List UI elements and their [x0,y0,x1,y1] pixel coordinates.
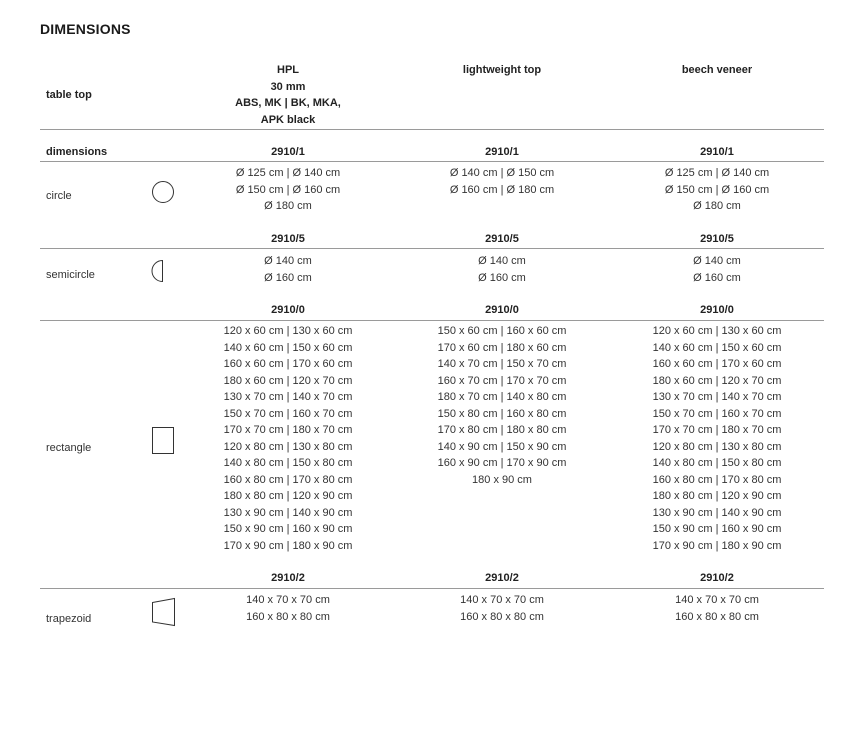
rectangle-icon [151,426,175,456]
size-item: Ø 160 cm [478,271,526,284]
shape-label-trapezoid: trapezoid [46,613,92,625]
semicircle-icon [151,259,167,283]
size-item: Ø 125 cm | Ø 140 cm [235,167,341,179]
header-line: 30 mm [270,80,306,93]
size-item: Ø 180 cm [693,200,741,212]
size-item: 170 x 90 cm | 180 x 90 cm [223,539,353,552]
size-item: 130 x 90 cm | 140 x 90 cm [223,506,353,519]
column-header-hpl [178,62,398,128]
size-item: 150 x 70 cm | 160 x 70 cm [223,407,353,420]
size-item: Ø 150 cm | Ø 160 cm [664,183,770,196]
size-list [392,165,612,198]
size-list [607,592,827,625]
size-item: 140 x 80 cm | 150 x 80 cm [652,457,782,469]
header-line: beech veneer [681,64,753,76]
size-item: 160 x 80 x 80 cm [460,610,544,623]
column-header-beech [607,62,827,79]
size-list [607,323,827,554]
size-list [392,323,612,488]
size-list [607,253,827,286]
size-item: 170 x 70 cm | 180 x 70 cm [652,424,782,436]
shape-label-rectangle: rectangle [46,442,92,454]
article-code: 2910/0 [700,304,734,316]
header-line: HPL [277,64,299,76]
size-item: 150 x 80 cm | 160 x 80 cm [437,407,567,420]
table-top-label: table top [46,89,92,101]
trapezoid-icon [151,597,177,628]
article-code: 2910/0 [271,304,305,316]
size-item: 140 x 90 cm | 150 x 90 cm [437,440,567,453]
size-item: 150 x 90 cm | 160 x 90 cm [223,523,353,535]
size-item: 160 x 80 cm | 170 x 80 cm [223,473,353,486]
divider [40,161,824,162]
size-item: 130 x 70 cm | 140 x 70 cm [652,391,782,403]
article-code: 2910/1 [485,146,519,158]
size-item: 180 x 70 cm | 140 x 80 cm [437,391,567,403]
divider [40,588,824,589]
article-code: 2910/2 [700,572,734,584]
dimensions-label: dimensions [46,146,108,158]
size-item: Ø 160 cm [264,271,312,284]
size-item: 180 x 60 cm | 120 x 70 cm [652,374,782,387]
size-item: 160 x 60 cm | 170 x 60 cm [652,358,782,370]
size-list [178,165,398,215]
size-item: 160 x 80 cm | 170 x 80 cm [652,473,782,486]
divider [40,129,824,130]
size-item: 150 x 70 cm | 160 x 70 cm [652,407,782,420]
article-code: 2910/0 [485,304,519,316]
size-item: 140 x 60 cm | 150 x 60 cm [652,341,782,354]
size-item: 160 x 60 cm | 170 x 60 cm [223,358,353,370]
size-item: 130 x 70 cm | 140 x 70 cm [223,391,353,403]
size-item: Ø 140 cm | Ø 150 cm [449,167,555,179]
size-item: 140 x 70 x 70 cm [246,594,330,606]
size-item: Ø 125 cm | Ø 140 cm [664,167,770,179]
circle-icon [151,180,175,204]
size-list [178,323,398,554]
size-item: 140 x 70 x 70 cm [675,594,759,606]
article-code: 2910/5 [700,233,734,245]
size-item: 170 x 90 cm | 180 x 90 cm [652,539,782,552]
article-code: 2910/2 [271,572,305,584]
divider [40,320,824,321]
size-item: Ø 140 cm [693,255,741,267]
size-item: 180 x 80 cm | 120 x 90 cm [652,490,782,502]
size-list [607,165,827,215]
size-item: 160 x 90 cm | 170 x 90 cm [437,457,567,469]
divider [40,248,824,249]
article-code: 2910/5 [485,233,519,245]
article-code: 2910/1 [271,146,305,158]
size-item: 170 x 80 cm | 180 x 80 cm [437,424,567,436]
size-item: 150 x 60 cm | 160 x 60 cm [437,325,567,337]
size-item: 170 x 60 cm | 180 x 60 cm [437,341,567,354]
column-header-lightweight [392,62,612,79]
article-code: 2910/5 [271,233,305,245]
header-line: APK black [260,113,316,126]
size-item: 120 x 60 cm | 130 x 60 cm [652,325,782,337]
size-item: Ø 150 cm | Ø 160 cm [235,183,341,196]
page-title: DIMENSIONS [40,21,131,37]
size-item: 130 x 90 cm | 140 x 90 cm [652,506,782,519]
size-item: 160 x 80 x 80 cm [246,610,330,623]
size-item: 180 x 60 cm | 120 x 70 cm [223,374,353,387]
size-list [392,253,612,286]
header-line: ABS, MK | BK, MKA, [235,97,341,109]
size-item: Ø 140 cm [264,255,312,267]
size-list [178,592,398,625]
size-item: Ø 160 cm [693,271,741,284]
size-item: 180 x 80 cm | 120 x 90 cm [223,490,353,502]
size-list [392,592,612,625]
size-item: Ø 180 cm [264,200,312,212]
size-item: 140 x 70 x 70 cm [460,594,544,606]
article-code: 2910/1 [700,146,734,158]
size-item: 140 x 80 cm | 150 x 80 cm [223,457,353,469]
shape-label-circle: circle [46,190,72,202]
size-item: Ø 160 cm | Ø 180 cm [449,183,555,196]
size-list [178,253,398,286]
shape-label-semicircle: semicircle [46,269,95,281]
size-item: 140 x 60 cm | 150 x 60 cm [223,341,353,354]
article-code: 2910/2 [485,572,519,584]
header-line: lightweight top [462,64,542,76]
size-item: 140 x 70 cm | 150 x 70 cm [437,358,567,370]
size-item: 160 x 70 cm | 170 x 70 cm [437,374,567,387]
size-item: 120 x 80 cm | 130 x 80 cm [652,440,782,453]
size-item: 160 x 80 x 80 cm [675,610,759,623]
size-item: 180 x 90 cm [472,473,532,486]
size-item: 120 x 60 cm | 130 x 60 cm [223,325,353,337]
size-item: Ø 140 cm [478,255,526,267]
size-item: 120 x 80 cm | 130 x 80 cm [223,440,353,453]
size-item: 150 x 90 cm | 160 x 90 cm [652,523,782,535]
size-item: 170 x 70 cm | 180 x 70 cm [223,424,353,436]
